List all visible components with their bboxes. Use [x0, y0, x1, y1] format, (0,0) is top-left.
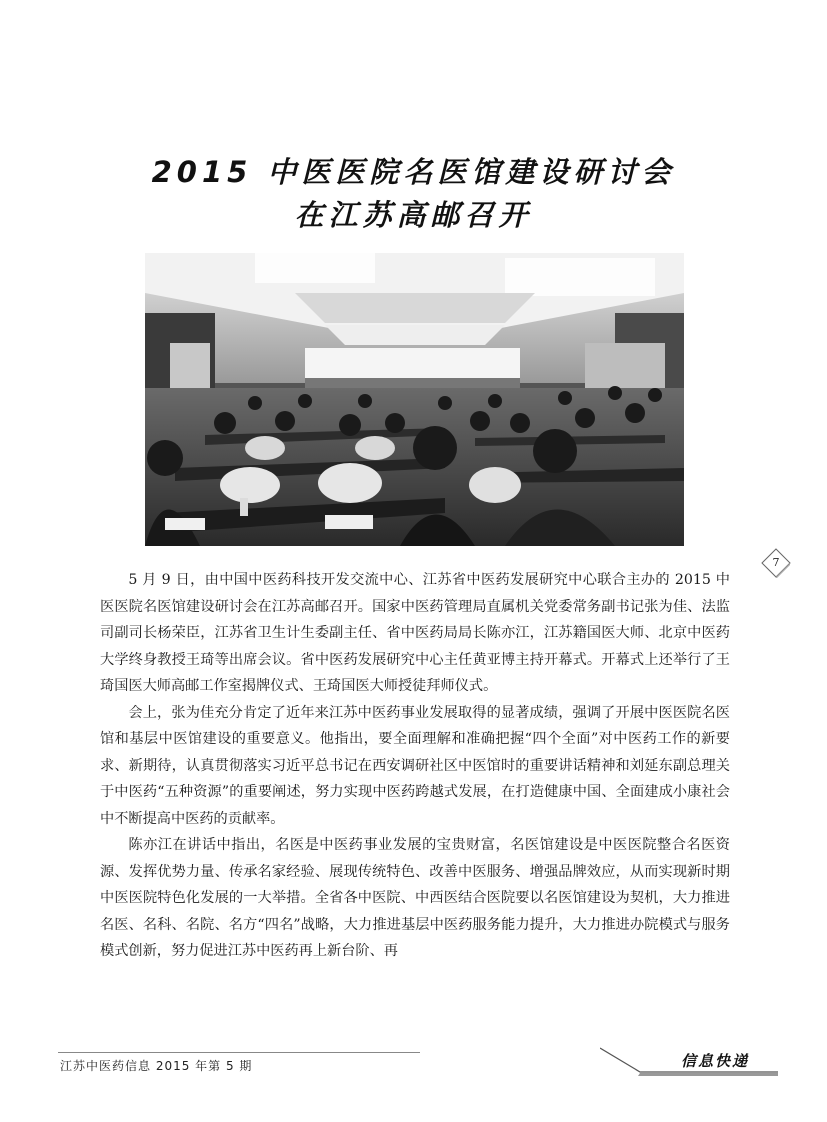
page-number: 7	[772, 556, 780, 569]
footer-rule	[58, 1052, 420, 1053]
journal-footer: 江苏中医药信息 2015 年第 5 期	[60, 1059, 253, 1073]
article-body	[100, 567, 730, 965]
article-title-line2: 在江苏高邮召开	[294, 198, 533, 232]
section-label: 信息快递	[680, 1052, 749, 1070]
article-paragraph-3: 陈亦江在讲话中指出，名医是中医药事业发展的宝贵财富，名医馆建设是中医医院整合名医资源、发挥优势力量、传承名家经验、展现传统特色、改善中医服务、增强品牌效应，从而实现新时期中医医院特色化发展的一大举措。全省各中医院、中西医结合医院要以名医馆建设为契机，大力推进名医、名科、名院、名方“四名”战略，大力推进基层中医药服务能力提升，大力推进办院模式与服务模式创新，努力促进江苏中医药再上新台阶、再	[100, 837, 730, 959]
conference-photo	[145, 253, 684, 546]
page-number-badge	[761, 548, 791, 578]
article-title-line1: 2015 中医医院名医馆建设研讨会	[151, 155, 676, 189]
article-paragraph-1: 5 月 9 日，由中国中医药科技开发交流中心、江苏省中医药发展研究中心联合主办的 2015 中医医院名医馆建设研讨会在江苏高邮召开。国家中医药管理局直属机关党委常务副书记张为佳、法监司副司长杨荣臣，江苏省卫生计生委副主任、省中医药局局长陈亦江，江苏籍国医大师、北京中医药大学终身教授王琦等出席会议。省中医药发展研究中心主任黄亚博主持开幕式。开幕式上还举行了王琦国医大师高邮工作室揭牌仪式、王琦国医大师授徒拜师仪式。	[100, 572, 730, 694]
article-paragraph-2: 会上，张为佳充分肯定了近年来江苏中医药事业发展取得的显著成绩，强调了开展中医医院名医馆和基层中医馆建设的重要意义。他指出，要全面理解和准确把握“四个全面”对中医药工作的新要求、新期待，认真贯彻落实习近平总书记在西安调研社区中医馆时的重要讲话精神和刘延东副总理关于中医药“五种资源”的重要阐述，努力实现中医药跨越式发展，在打造健康中国、全面建成小康社会中不断提高中医药的贡献率。	[100, 704, 730, 827]
